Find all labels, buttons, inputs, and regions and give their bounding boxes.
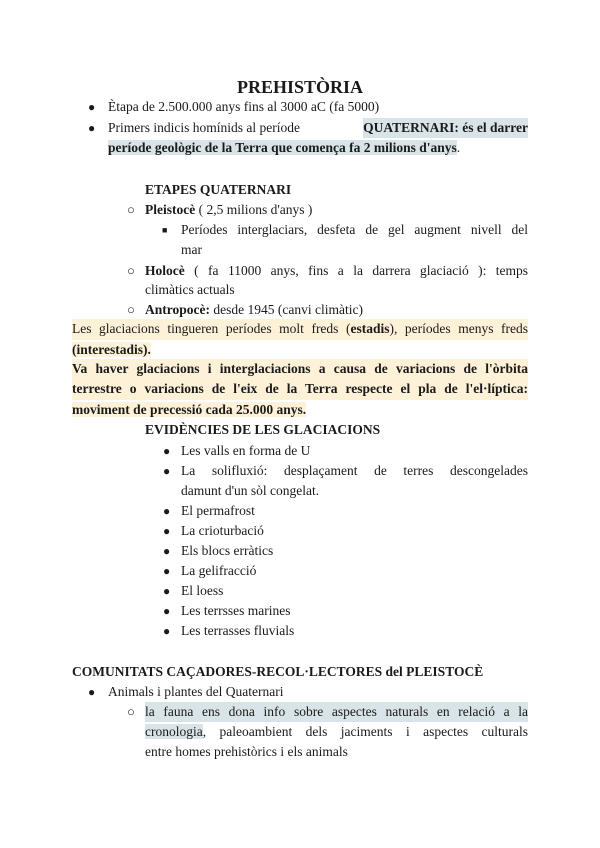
fauna-line-3: entre homes prehistòrics i els animals <box>145 744 348 759</box>
circle-bullet-icon: ○ <box>127 202 135 217</box>
glaciacions-text: Les glaciacions tingueren períodes molt freds ( <box>72 321 351 336</box>
bullet-icon: ● <box>88 685 96 699</box>
primers-line-2 <box>108 138 460 158</box>
evidence-item: Les valls en forma de U <box>181 443 311 458</box>
etapes-heading: ETAPES QUATERNARI <box>145 182 292 197</box>
quaternari-highlight: QUATERNARI: és el darrer <box>363 118 528 138</box>
bullet-icon: ● <box>88 121 96 135</box>
fauna-line-2 <box>145 722 528 742</box>
antropocene-text: desde 1945 (canvi climàtic) <box>210 302 363 317</box>
interestadis-term: (interestadis). <box>72 342 151 357</box>
evidence-item: Les terrasses fluvials <box>181 623 295 638</box>
evidence-item-cont: damunt d'un sòl congelat. <box>181 483 320 498</box>
bullet-icon: ● <box>163 604 171 618</box>
evidence-item: El permafrost <box>181 503 255 518</box>
fauna-text: , paleoambient dels jaciments i aspectes culturals <box>202 724 528 739</box>
bullet-icon: ● <box>163 444 171 458</box>
holocene-label: Holocè <box>145 263 185 278</box>
antropocene-label: Antropocè: <box>145 302 210 317</box>
circle-bullet-icon: ○ <box>127 263 135 278</box>
animals-line: Animals i plantes del Quaternari <box>108 684 284 699</box>
evidence-item: La gelifracció <box>181 563 257 578</box>
evidence-item: La crioturbació <box>181 523 264 538</box>
circle-bullet-icon: ○ <box>127 302 135 317</box>
circle-bullet-icon: ○ <box>127 704 135 719</box>
holocene-line <box>145 261 528 281</box>
glaciacions-line-2 <box>72 340 151 360</box>
cronologia-highlight: cronologia <box>145 724 203 739</box>
primers-line <box>108 118 528 138</box>
bullet-icon: ● <box>88 100 96 114</box>
variacions-line-1: Va haver glaciacions i interglaciacions a causa de variacions de l'òrbita <box>72 361 528 376</box>
etapa-line: Ètapa de 2.500.000 anys fins al 3000 aC (fa 5000) <box>108 99 380 114</box>
bullet-icon: ● <box>163 544 171 558</box>
pleistocene-text: ( 2,5 milions d'anys ) <box>195 202 313 217</box>
bullet-icon: ● <box>163 464 171 478</box>
precessio-text: moviment de precessió cada 25.000 anys. <box>72 402 307 417</box>
bullet-icon: ● <box>163 524 171 538</box>
evidence-item: Les terrsses marines <box>181 603 291 618</box>
evidence-item: Els blocs erràtics <box>181 543 274 558</box>
primers-text: Primers indicis homínids al període <box>108 120 300 135</box>
variacions-line-3 <box>72 400 306 420</box>
holocene-text: ( fa 11000 anys, fins a la darrera glaciació ): temps <box>184 263 528 278</box>
glaciacions-text-end: ), períodes menys freds <box>389 321 528 336</box>
pleistocene-line <box>145 200 312 220</box>
glaciacions-line <box>72 319 528 339</box>
holocene-line-2: climàtics actuals <box>145 282 235 297</box>
periode-highlight: període geològic de la Terra que comença fa 2 milions d'anys <box>108 140 457 155</box>
period-punct: . <box>456 140 461 155</box>
estadis-term: estadis <box>350 321 390 336</box>
evidence-item: El loess <box>181 583 224 598</box>
interglaciar-line-2: mar <box>181 242 202 257</box>
evidence-item: La solifluxió: desplaçament de terres descongelades <box>181 463 528 478</box>
variacions-line-2: terrestre o variacions de l'eix de la Terra respecte el pla de l'el·líptica: <box>72 381 528 396</box>
bullet-icon: ● <box>163 624 171 638</box>
evidencies-heading: EVIDÈNCIES DE LES GLACIACIONS <box>145 422 381 437</box>
pleistocene-label: Pleistocè <box>145 202 196 217</box>
square-bullet-icon: ■ <box>162 225 168 235</box>
interglaciar-line: Períodes interglaciars, desfeta de gel augment nivell del <box>181 222 528 237</box>
bullet-icon: ● <box>163 504 171 518</box>
antropocene-line <box>145 300 363 320</box>
bullet-icon: ● <box>163 584 171 598</box>
fauna-line-1: la fauna ens dona info sobre aspectes naturals en relació a la <box>145 702 528 722</box>
page-title: PREHISTÒRIA <box>236 77 364 97</box>
bullet-icon: ● <box>163 564 171 578</box>
comunitats-heading: COMUNITATS CAÇADORES-RECOL·LECTORES del PLEISTOCÈ <box>72 664 484 679</box>
